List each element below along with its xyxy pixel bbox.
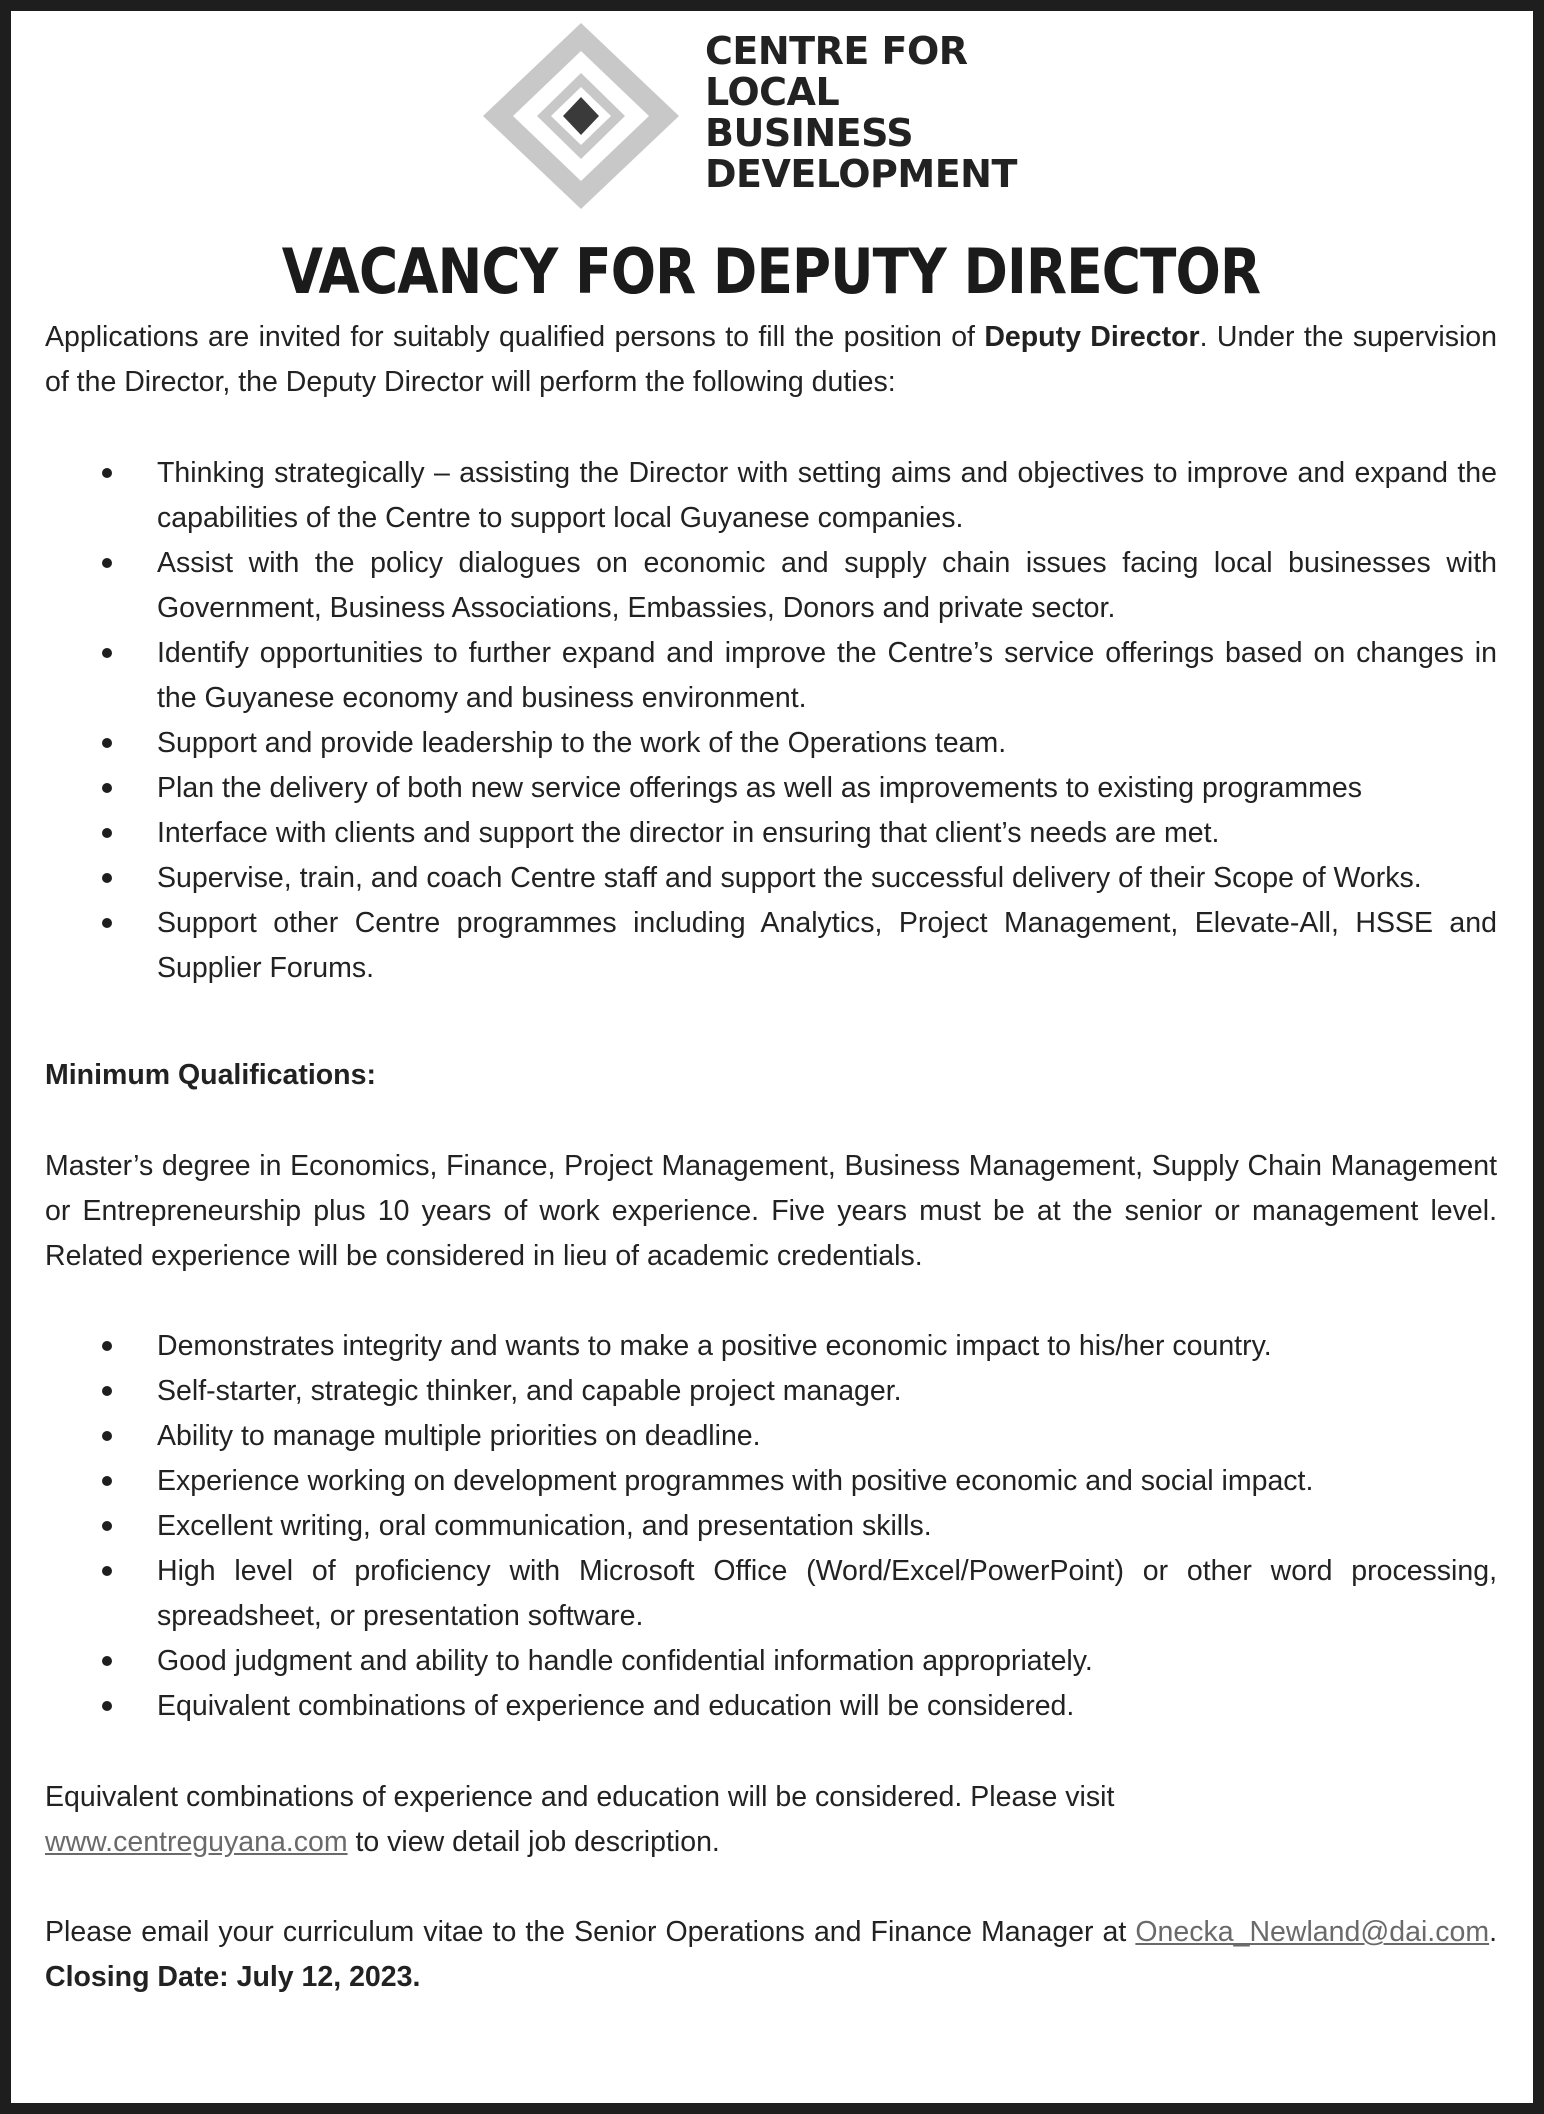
list-item [45,1414,1497,1459]
bullet-icon [102,918,112,928]
logo-line: BUSINESS [705,111,914,155]
skill-text: Demonstrates integrity and wants to make a positive economic impact to his/her country. [157,1330,1272,1362]
duty-text: Support and provide leadership to the work of the Operations team. [157,727,1007,759]
intro-text: Applications are invited for suitably qualified persons to fill the position of [45,321,985,353]
list-item [45,1684,1497,1729]
closing-date: Closing Date: July 12, 2023. [45,1961,421,1993]
list-item [45,1504,1497,1549]
position-name: Deputy Director [984,321,1200,353]
duty-text: Plan the delivery of both new service offerings as well as improvements to existing programmes [157,772,1362,804]
list-item [45,811,1497,856]
skills-list [45,1324,1497,1729]
intro-paragraph [45,315,1497,405]
bullet-icon [102,828,112,838]
skill-text: Excellent writing, oral communication, and presentation skills. [157,1510,932,1542]
logo [45,21,1497,211]
visit-text-continued: to view detail job description. [347,1826,720,1858]
diamond-logo-icon [481,21,681,211]
list-item [45,1549,1497,1639]
bullet-icon [102,558,112,568]
bullet-icon [102,1701,112,1711]
bullet-icon [102,1476,112,1486]
list-item [45,721,1497,766]
separator-text: . [1489,1916,1497,1948]
bullet-icon [102,1386,112,1396]
list-item [45,631,1497,721]
skill-text: Self-starter, strategic thinker, and capable project manager. [157,1375,902,1407]
list-item [45,1639,1497,1684]
list-item [45,1369,1497,1414]
duty-text: Identify opportunities to further expand and improve the Centre’s service offerings based on changes in the Guyanese economy and business environment. [157,637,1497,714]
logo-line: DEVELOPMENT [705,152,1017,196]
skill-text: Good judgment and ability to handle confidential information appropriately. [157,1645,1093,1677]
bullet-icon [102,1341,112,1351]
bullet-icon [102,1521,112,1531]
duty-text: Thinking strategically – assisting the Director with setting aims and objectives to improve and expand the capabilities of the Centre to support local Guyanese companies. [157,457,1497,534]
list-item [45,541,1497,631]
qualifications-heading: Minimum Qualifications: [45,1059,376,1091]
bullet-icon [102,468,112,478]
vacancy-notice [45,21,1497,2000]
list-item [45,901,1497,991]
duty-text: Supervise, train, and coach Centre staff and support the successful delivery of their Scope of Works. [157,862,1422,894]
logo-line: LOCAL [705,70,840,114]
bullet-icon [102,1656,112,1666]
duty-text: Assist with the policy dialogues on economic and supply chain issues facing local businesses with Government, Business Associations, Embassies, Donors and private sector. [157,547,1497,624]
bullet-icon [102,648,112,658]
visit-paragraph [45,1775,1497,1865]
list-item [45,1324,1497,1369]
email-link[interactable]: Onecka_Newland@dai.com [1135,1916,1490,1948]
apply-paragraph [45,1910,1497,2000]
bullet-icon [102,1566,112,1576]
duty-text: Support other Centre programmes including Analytics, Project Management, Elevate-All, HSSE and Supplier Forums. [157,907,1497,984]
apply-text: Please email your curriculum vitae to the Senior Operations and Finance Manager at [45,1916,1127,1948]
bullet-icon [102,738,112,748]
intro-text-continued: . Under the supervision of the Director, the Deputy Director will perform the following duties: [45,321,1497,398]
website-link[interactable]: www.centreguyana.com [45,1826,348,1858]
qualifications-paragraph: Master’s degree in Economics, Finance, Project Management, Business Management, Supply Chain Management or Entrepreneurship plus 10 years of work experience. Five years must be at the senior or management level. Related experience will be considered in lieu of academic credentials. [45,1150,1497,1272]
skill-text: Ability to manage multiple priorities on deadline. [157,1420,761,1452]
list-item [45,1459,1497,1504]
list-item [45,766,1497,811]
skill-text: Experience working on development programmes with positive economic and social impact. [157,1465,1314,1497]
duties-list [45,451,1497,991]
visit-text: Equivalent combinations of experience and education will be considered. Please visit [45,1781,1115,1813]
skill-text: High level of proficiency with Microsoft Office (Word/Excel/PowerPoint) or other word processing, spreadsheet, or presentation software. [157,1555,1497,1632]
logo-wordmark [705,31,1017,195]
bullet-icon [102,783,112,793]
list-item [45,856,1497,901]
bullet-icon [102,873,112,883]
skill-text: Equivalent combinations of experience and education will be considered. [157,1690,1075,1722]
list-item [45,451,1497,541]
logo-line: CENTRE FOR [705,29,968,73]
page-title: VACANCY FOR DEPUTY DIRECTOR [281,235,1261,308]
duty-text: Interface with clients and support the director in ensuring that client’s needs are met. [157,817,1220,849]
bullet-icon [102,1431,112,1441]
